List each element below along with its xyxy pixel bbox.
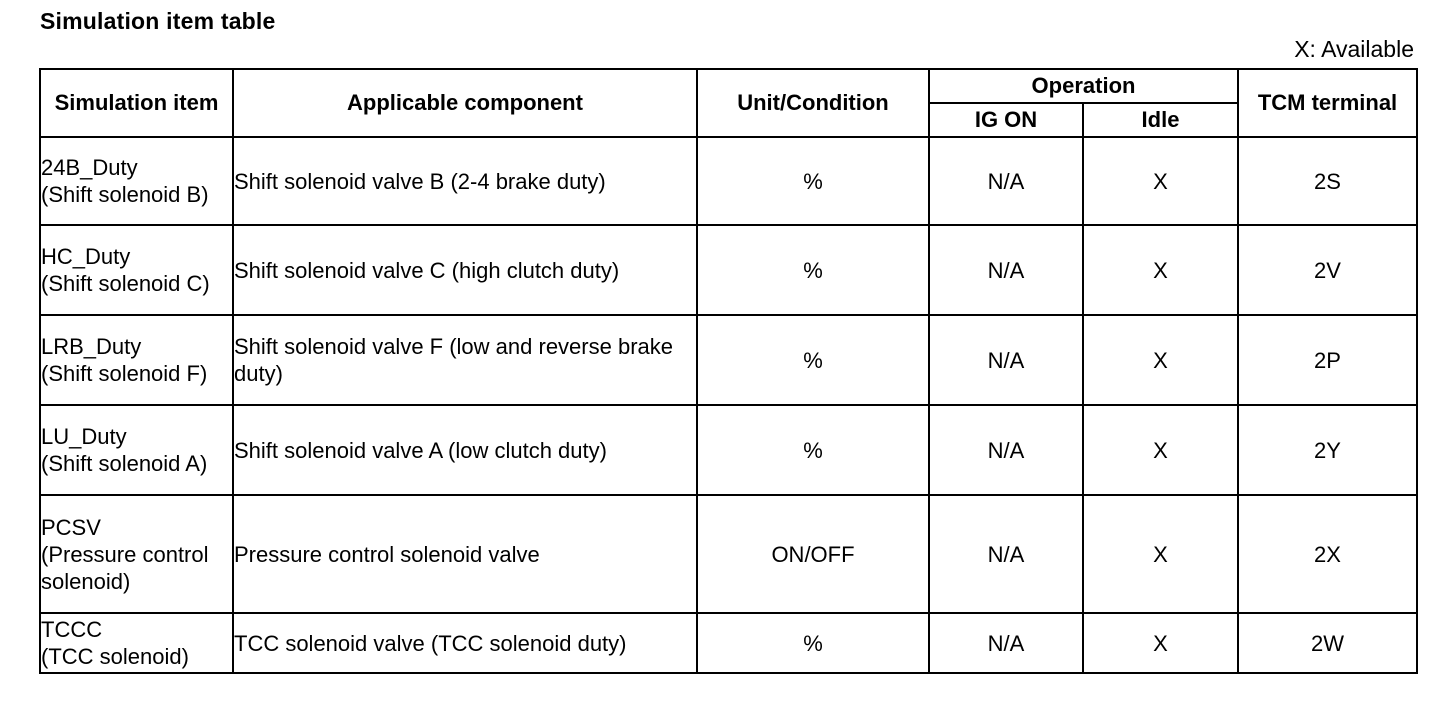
cell-idle: X [1083, 613, 1238, 673]
cell-unit-condition: % [697, 225, 929, 315]
cell-tcm-terminal: 2V [1238, 225, 1417, 315]
header-unit-condition: Unit/Condition [697, 69, 929, 137]
cell-applicable-component: Pressure control solenoid valve [233, 495, 697, 613]
cell-simulation-item: LRB_Duty (Shift solenoid F) [40, 315, 233, 405]
cell-applicable-component: TCC solenoid valve (TCC solenoid duty) [233, 613, 697, 673]
header-tcm-terminal: TCM terminal [1238, 69, 1417, 137]
cell-tcm-terminal: 2W [1238, 613, 1417, 673]
table-row [40, 613, 1417, 673]
table-row [40, 405, 1417, 495]
cell-ig-on: N/A [929, 315, 1083, 405]
header-applicable-component: Applicable component [233, 69, 697, 137]
cell-unit-condition: % [697, 315, 929, 405]
header-simulation-item: Simulation item [40, 69, 233, 137]
cell-idle: X [1083, 137, 1238, 225]
cell-ig-on: N/A [929, 225, 1083, 315]
table-row [40, 495, 1417, 613]
table-header-row [40, 69, 1417, 103]
cell-unit-condition: ON/OFF [697, 495, 929, 613]
availability-legend: X: Available [1294, 36, 1414, 62]
header-operation: Operation [929, 69, 1238, 103]
cell-tcm-terminal: 2X [1238, 495, 1417, 613]
cell-simulation-item: LU_Duty (Shift solenoid A) [40, 405, 233, 495]
cell-tcm-terminal: 2S [1238, 137, 1417, 225]
cell-simulation-item: PCSV (Pressure control solenoid) [40, 495, 233, 613]
cell-idle: X [1083, 405, 1238, 495]
cell-ig-on: N/A [929, 613, 1083, 673]
cell-simulation-item: 24B_Duty (Shift solenoid B) [40, 137, 233, 225]
cell-ig-on: N/A [929, 405, 1083, 495]
table-row [40, 225, 1417, 315]
cell-simulation-item: TCCC (TCC solenoid) [40, 613, 233, 673]
page-title: Simulation item table [40, 8, 276, 34]
cell-applicable-component: Shift solenoid valve A (low clutch duty) [233, 405, 697, 495]
cell-applicable-component: Shift solenoid valve F (low and reverse brake duty) [233, 315, 697, 405]
cell-unit-condition: % [697, 613, 929, 673]
cell-unit-condition: % [697, 137, 929, 225]
table-row [40, 137, 1417, 225]
header-ig-on: IG ON [929, 103, 1083, 137]
simulation-item-table [39, 68, 1418, 674]
cell-tcm-terminal: 2Y [1238, 405, 1417, 495]
cell-idle: X [1083, 315, 1238, 405]
cell-ig-on: N/A [929, 495, 1083, 613]
cell-simulation-item: HC_Duty (Shift solenoid C) [40, 225, 233, 315]
cell-unit-condition: % [697, 405, 929, 495]
cell-idle: X [1083, 225, 1238, 315]
header-idle: Idle [1083, 103, 1238, 137]
cell-idle: X [1083, 495, 1238, 613]
cell-tcm-terminal: 2P [1238, 315, 1417, 405]
table-row [40, 315, 1417, 405]
cell-applicable-component: Shift solenoid valve C (high clutch duty) [233, 225, 697, 315]
cell-ig-on: N/A [929, 137, 1083, 225]
cell-applicable-component: Shift solenoid valve B (2-4 brake duty) [233, 137, 697, 225]
